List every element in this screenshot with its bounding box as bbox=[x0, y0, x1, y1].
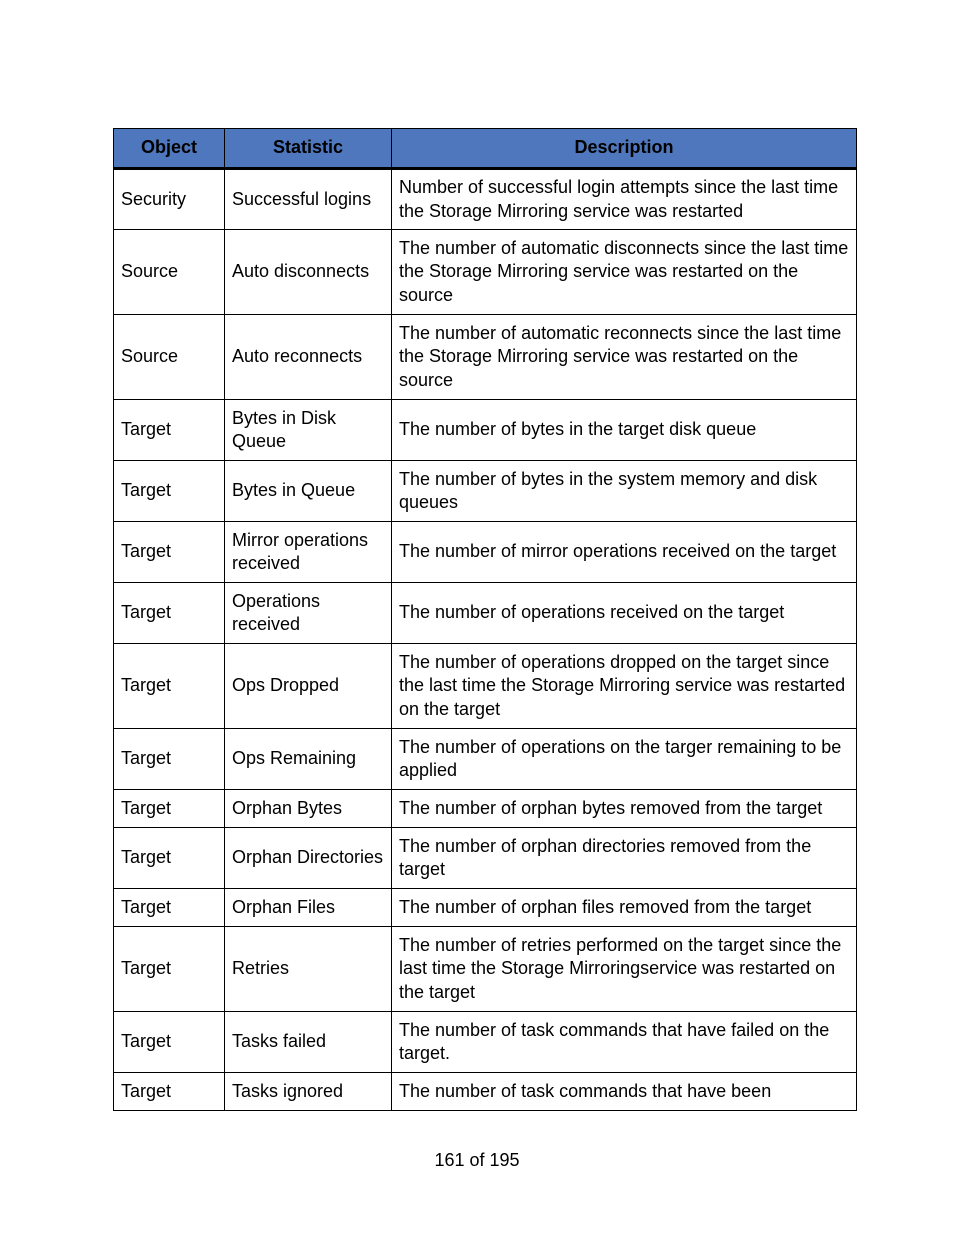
cell-description: The number of bytes in the system memory and disk queues bbox=[392, 461, 857, 522]
cell-statistic: Operations received bbox=[225, 583, 392, 644]
cell-statistic: Ops Remaining bbox=[225, 729, 392, 790]
cell-statistic: Bytes in Disk Queue bbox=[225, 400, 392, 461]
cell-statistic: Auto reconnects bbox=[225, 315, 392, 400]
cell-object: Target bbox=[114, 729, 225, 790]
table-row bbox=[114, 1073, 857, 1111]
cell-description: The number of retries performed on the target since the last time the Storage Mirroringservice was restarted on the target bbox=[392, 927, 857, 1012]
cell-object: Target bbox=[114, 461, 225, 522]
cell-object: Source bbox=[114, 230, 225, 315]
table-row bbox=[114, 230, 857, 315]
cell-statistic: Ops Dropped bbox=[225, 644, 392, 729]
header-object: Object bbox=[114, 129, 225, 169]
cell-statistic: Mirror operations received bbox=[225, 522, 392, 583]
table-row bbox=[114, 927, 857, 1012]
cell-object: Target bbox=[114, 1073, 225, 1111]
cell-object: Target bbox=[114, 790, 225, 828]
table-row bbox=[114, 169, 857, 230]
statistics-table bbox=[113, 128, 857, 1111]
cell-statistic: Bytes in Queue bbox=[225, 461, 392, 522]
cell-object: Target bbox=[114, 927, 225, 1012]
cell-description: The number of orphan bytes removed from the target bbox=[392, 790, 857, 828]
cell-description: The number of mirror operations received on the target bbox=[392, 522, 857, 583]
cell-statistic: Auto disconnects bbox=[225, 230, 392, 315]
cell-description: The number of task commands that have been bbox=[392, 1073, 857, 1111]
cell-statistic: Successful logins bbox=[225, 169, 392, 230]
cell-object: Target bbox=[114, 400, 225, 461]
cell-statistic: Retries bbox=[225, 927, 392, 1012]
table-row bbox=[114, 461, 857, 522]
cell-statistic: Orphan Directories bbox=[225, 828, 392, 889]
table-row bbox=[114, 583, 857, 644]
cell-description: The number of operations on the targer remaining to be applied bbox=[392, 729, 857, 790]
cell-statistic: Tasks failed bbox=[225, 1012, 392, 1073]
table-row bbox=[114, 1012, 857, 1073]
table-header-row bbox=[114, 129, 857, 169]
table-row bbox=[114, 729, 857, 790]
table-row bbox=[114, 790, 857, 828]
cell-object: Target bbox=[114, 522, 225, 583]
cell-statistic: Orphan Files bbox=[225, 889, 392, 927]
header-description: Description bbox=[392, 129, 857, 169]
cell-description: Number of successful login attempts since the last time the Storage Mirroring service was restarted bbox=[392, 169, 857, 230]
cell-object: Source bbox=[114, 315, 225, 400]
header-statistic: Statistic bbox=[225, 129, 392, 169]
cell-description: The number of task commands that have failed on the target. bbox=[392, 1012, 857, 1073]
cell-object: Target bbox=[114, 828, 225, 889]
table-row bbox=[114, 315, 857, 400]
cell-object: Target bbox=[114, 583, 225, 644]
cell-description: The number of operations received on the target bbox=[392, 583, 857, 644]
cell-description: The number of orphan directories removed from the target bbox=[392, 828, 857, 889]
cell-statistic: Orphan Bytes bbox=[225, 790, 392, 828]
cell-description: The number of automatic disconnects since the last time the Storage Mirroring service was restarted on the source bbox=[392, 230, 857, 315]
cell-object: Security bbox=[114, 169, 225, 230]
cell-description: The number of automatic reconnects since the last time the Storage Mirroring service was restarted on the source bbox=[392, 315, 857, 400]
table-row bbox=[114, 644, 857, 729]
page-number: 161 of 195 bbox=[434, 1150, 520, 1170]
cell-description: The number of bytes in the target disk queue bbox=[392, 400, 857, 461]
table-row bbox=[114, 828, 857, 889]
table-row bbox=[114, 400, 857, 461]
cell-statistic: Tasks ignored bbox=[225, 1073, 392, 1111]
cell-object: Target bbox=[114, 1012, 225, 1073]
cell-object: Target bbox=[114, 644, 225, 729]
cell-description: The number of operations dropped on the target since the last time the Storage Mirroring service was restarted on the target bbox=[392, 644, 857, 729]
table-row bbox=[114, 522, 857, 583]
table-row bbox=[114, 889, 857, 927]
cell-object: Target bbox=[114, 889, 225, 927]
cell-description: The number of orphan files removed from the target bbox=[392, 889, 857, 927]
